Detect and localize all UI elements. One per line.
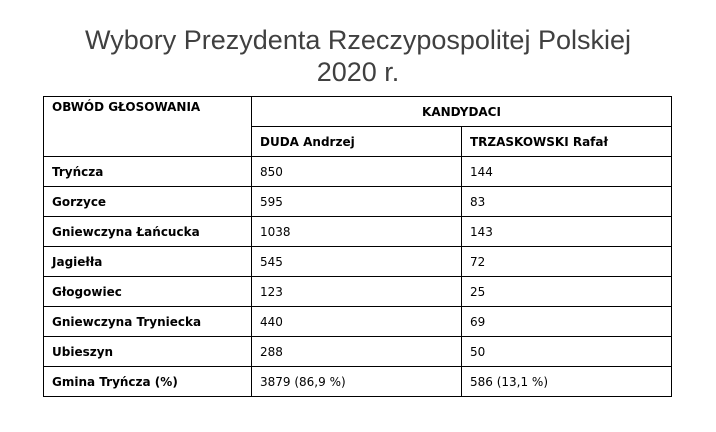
candidates-header: KANDYDACI — [252, 97, 672, 127]
duda-votes-cell: 1038 — [252, 217, 462, 247]
district-cell: Gniewczyna Tryniecka — [44, 307, 252, 337]
table-row — [44, 187, 672, 217]
duda-votes-cell: 440 — [252, 307, 462, 337]
table-row — [44, 307, 672, 337]
page-title — [0, 24, 716, 88]
duda-votes-cell: 3879 (86,9 %) — [252, 367, 462, 397]
district-cell: Jagiełła — [44, 247, 252, 277]
table-row — [44, 217, 672, 247]
district-cell: Ubieszyn — [44, 337, 252, 367]
district-cell: Gorzyce — [44, 187, 252, 217]
results-table-body — [44, 97, 672, 397]
district-cell: Tryńcza — [44, 157, 252, 187]
title-line-2: 2020 r. — [316, 57, 400, 87]
district-cell: Gmina Tryńcza (%) — [44, 367, 252, 397]
district-header: OBWÓD GŁOSOWANIA — [44, 97, 252, 157]
table-header-row — [44, 97, 672, 127]
duda-votes-cell: 595 — [252, 187, 462, 217]
district-cell: Głogowiec — [44, 277, 252, 307]
title-line-1: Wybory Prezydenta Rzeczypospolitej Polskiej — [85, 25, 631, 55]
table-row — [44, 277, 672, 307]
duda-votes-cell: 545 — [252, 247, 462, 277]
duda-votes-cell: 288 — [252, 337, 462, 367]
table-row — [44, 337, 672, 367]
trzaskowski-votes-cell: 25 — [462, 277, 672, 307]
trzaskowski-votes-cell: 586 (13,1 %) — [462, 367, 672, 397]
trzaskowski-votes-cell: 144 — [462, 157, 672, 187]
candidate-duda-header: DUDA Andrzej — [252, 127, 462, 157]
duda-votes-cell: 850 — [252, 157, 462, 187]
table-row — [44, 367, 672, 397]
results-table — [43, 96, 672, 397]
trzaskowski-votes-cell: 50 — [462, 337, 672, 367]
trzaskowski-votes-cell: 143 — [462, 217, 672, 247]
table-row — [44, 157, 672, 187]
trzaskowski-votes-cell: 83 — [462, 187, 672, 217]
trzaskowski-votes-cell: 69 — [462, 307, 672, 337]
duda-votes-cell: 123 — [252, 277, 462, 307]
district-cell: Gniewczyna Łańcucka — [44, 217, 252, 247]
trzaskowski-votes-cell: 72 — [462, 247, 672, 277]
candidate-trzaskowski-header: TRZASKOWSKI Rafał — [462, 127, 672, 157]
table-row — [44, 247, 672, 277]
